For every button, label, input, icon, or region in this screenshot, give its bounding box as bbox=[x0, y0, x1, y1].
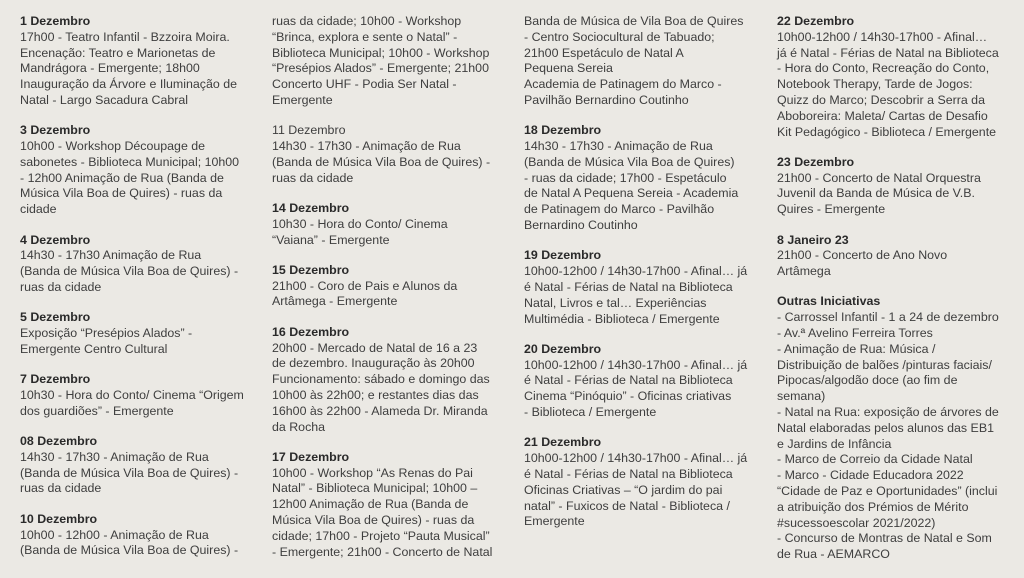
column-1 bbox=[20, 14, 260, 574]
event-date: 1 Dezembro bbox=[20, 14, 91, 28]
event-details: 10h00-12h00 / 14h30-17h00 - Afinal… já é Natal - Férias de Natal na Biblioteca Oficinas Criativas – “O jardim do pai natal” - Fuxicos de Natal - Biblioteca / Emergente bbox=[524, 451, 748, 529]
event-entry bbox=[20, 123, 260, 218]
section-heading: Outras Iniciativas bbox=[777, 294, 881, 309]
event-details: 17h00 - Teatro Infantil - Bzzoira Moira. Encenação: Teatro e Marionetas de Mandrágora - Emergente; 18h00 Inauguração da Árvore e Iluminação de Natal - Largo Sacadura Cabral bbox=[20, 29, 237, 107]
event-details: 20h00 - Mercado de Natal de 16 a 23 de dezembro. Inauguração às 20h00 Funcionamento: sábado e domingo das 10h00 às 22h00; e restantes dias das 16h00 às 22h00 - Alameda Dr. Miranda da Rocha bbox=[272, 340, 490, 434]
event-entry bbox=[20, 434, 260, 497]
event-entry bbox=[524, 123, 760, 234]
event-date: 19 Dezembro bbox=[524, 248, 602, 263]
event-date: 08 Dezembro bbox=[20, 434, 98, 449]
event-details: 10h30 - Hora do Conto/ Cinema “Origem dos guardiões” - Emergente bbox=[20, 387, 244, 418]
event-details: 14h30 - 17h30 - Animação de Rua (Banda de Música Vila Boa de Quires) - ruas da cidade bbox=[20, 449, 239, 496]
event-date: 23 Dezembro bbox=[777, 154, 855, 169]
event-entry bbox=[20, 310, 260, 357]
event-entry bbox=[272, 123, 506, 186]
event-details: Exposição “Presépios Alados” - Emergente Centro Cultural bbox=[20, 326, 193, 356]
event-date: 17 Dezembro bbox=[272, 449, 350, 464]
event-entry bbox=[272, 450, 506, 561]
event-date: 20 Dezembro bbox=[524, 341, 602, 356]
event-details: 10h00-12h00 / 14h30-17h00 - Afinal… já é Natal - Férias de Natal na Biblioteca Natal, Livros e tal… Experiências Multimédia - Biblioteca / Emergente bbox=[524, 264, 748, 326]
event-entry bbox=[272, 14, 506, 109]
event-details: 14h30 - 17h30 - Animação de Rua (Banda de Música Vila Boa de Quires) - ruas da cidade; 17h00 - Espetáculo de Natal A Pequena Sereia - Academia de Patinagem do Marco - Pavilhão Bernardino Coutinho bbox=[524, 139, 739, 233]
event-entry bbox=[524, 342, 760, 421]
event-details: 14h30 - 17h30 Animação de Rua (Banda de Música Vila Boa de Quires) - ruas da cidade bbox=[20, 248, 239, 294]
event-entry bbox=[524, 248, 760, 327]
event-entry bbox=[777, 233, 1017, 280]
event-entry bbox=[272, 325, 506, 436]
event-entry bbox=[524, 14, 760, 109]
event-details: Banda de Música de Vila Boa de Quires - Centro Sociocultural de Tabuado; 21h00 Espetáculo de Natal A Pequena Sereia Academia de Patinagem do Marco - Pavilhão Bernardino Coutinho bbox=[524, 14, 744, 107]
event-entry bbox=[777, 14, 1017, 140]
event-date: 3 Dezembro bbox=[20, 123, 91, 138]
event-details: 10h00 - Workshop “As Renas do Pai Natal” - Biblioteca Municipal; 10h00 – 12h00 Animação de Rua (Banda de Música Vila Boa de Quires) - ruas da cidade; 17h00 - Projeto “Pauta Musical” - Emergente; 21h00 - Concerto de Natal bbox=[272, 465, 493, 559]
event-entry bbox=[272, 263, 506, 310]
initiatives-list: - Carrossel Infantil - 1 a 24 de dezembro - Av.ª Avelino Ferreira Torres - Animação de Rua: Música / Distribuição de balões /pinturas faciais/ Pipocas/algodão doce (ao fim de semana) - Natal na Rua: exposição de árvores de Natal elaboradas pelos alunos das EB1 e Jardins de Infância - Marco de Correio da Cidade Natal - Marco - Cidade Educadora 2022 “Cidade de Paz e Oportunidades” (inclui a atribuição dos Prémios de Mérito #sucessoescolar 2021/2022) - Concurso de Montras de Natal e Som de Rua - AEMARCO bbox=[777, 310, 999, 562]
column-3 bbox=[524, 14, 760, 545]
column-4 bbox=[777, 14, 1017, 578]
event-date: 16 Dezembro bbox=[272, 324, 350, 339]
event-details: 10h00-12h00 / 14h30-17h00 - Afinal… já é Natal - Férias de Natal na Biblioteca - Hora do Conto, Recreação do Conto, Notebook Therapy, Tarde de Jogos: Quizz do Marco; Descobrir a Serra da Aboboreira: Maleta/ Cartas de Desafio Kit Pedagógico - Biblioteca / Emergente bbox=[777, 29, 999, 139]
event-date: 21 Dezembro bbox=[524, 435, 602, 450]
event-date: 22 Dezembro bbox=[777, 14, 855, 28]
event-entry bbox=[20, 233, 260, 296]
event-date: 10 Dezembro bbox=[20, 511, 98, 526]
event-details: 21h00 - Coro de Pais e Alunos da Artâmega - Emergente bbox=[272, 278, 458, 309]
event-details: 21h00 - Concerto de Natal Orquestra Juvenil da Banda de Música de V.B. Quires - Emergente bbox=[777, 170, 981, 217]
event-date: 14 Dezembro bbox=[272, 200, 350, 215]
event-entry bbox=[272, 201, 506, 248]
event-details: 10h00 - Workshop Découpage de sabonetes - Biblioteca Municipal; 10h00 - 12h00 Animação de Rua (Banda de Música Vila Boa de Quires) - ruas da cidade bbox=[20, 139, 240, 217]
event-details: 10h00-12h00 / 14h30-17h00 - Afinal… já é Natal - Férias de Natal na Biblioteca Cinema “Pinóquio” - Oficinas criativas - Biblioteca / Emergente bbox=[524, 357, 748, 420]
event-entry bbox=[20, 14, 260, 109]
event-entry bbox=[20, 372, 260, 419]
event-details: 21h00 - Concerto de Ano Novo Artâmega bbox=[777, 248, 948, 279]
event-details: 10h00 - 12h00 - Animação de Rua (Banda de Música Vila Boa de Quires) - bbox=[20, 527, 239, 558]
event-entry bbox=[777, 155, 1017, 218]
other-initiatives bbox=[777, 294, 1017, 563]
event-date: 4 Dezembro bbox=[20, 232, 91, 247]
event-date: 8 Janeiro 23 bbox=[777, 232, 849, 247]
event-details: 11 Dezembro 14h30 - 17h30 - Animação de Rua (Banda de Música Vila Boa de Quires) - ruas da cidade bbox=[272, 123, 491, 185]
event-date: 18 Dezembro bbox=[524, 123, 602, 138]
event-date: 7 Dezembro bbox=[20, 372, 91, 387]
event-date: 15 Dezembro bbox=[272, 262, 350, 277]
event-details: 10h30 - Hora do Conto/ Cinema “Vaiana” - Emergente bbox=[272, 216, 448, 247]
event-entry bbox=[524, 435, 760, 530]
column-2 bbox=[272, 14, 506, 575]
event-entry bbox=[20, 512, 260, 559]
event-date: 5 Dezembro bbox=[20, 310, 91, 325]
event-details: ruas da cidade; 10h00 - Workshop “Brinca, explora e sente o Natal” - Biblioteca Municipal; 10h00 - Workshop “Presépios Alados” - Emergente; 21h00 Concerto UHF - Podia Ser Natal - Emergente bbox=[272, 14, 490, 107]
